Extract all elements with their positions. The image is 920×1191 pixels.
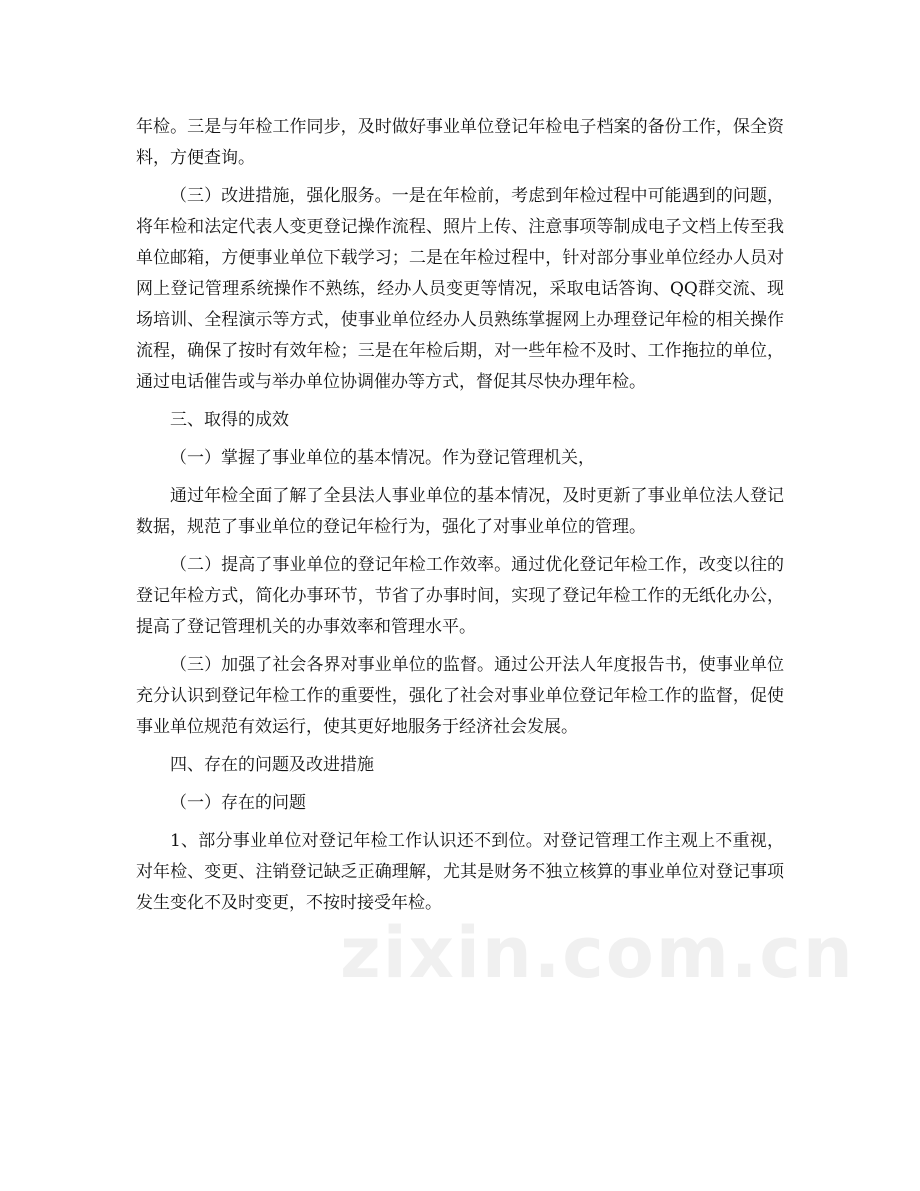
paragraph-achievement-1-heading: （一）掌握了事业单位的基本情况。作为登记管理机关，	[170, 448, 595, 468]
paragraph-continuation: 年检。三是与年检工作同步，及时做好事业单位登记年检电子档案的备份工作，保全资料，方便查询。	[136, 117, 784, 168]
watermark: zixin.com.cn	[340, 912, 855, 994]
paragraph-improvement-measures: （三）改进措施，强化服务。一是在年检前，考虑到年检过程中可能遇到的问题，将年检和法定代表人变更登记操作流程、照片上传、注意事项等制成电子文档上传至我单位邮箱，方便事业单位下载学习；二是在年检过程中，针对部分事业单位经办人员对网上登记管理系统操作不熟练，经办人员变更等情况，采取电话答询、QQ群交流、现场培训、全程演示等方式，使事业单位经办人员熟练掌握网上办理登记年检的相关操作流程，确保了按时有效年检；三是在年检后期，对一些年检不及时、工作拖拉的单位，通过电话催告或与举办单位协调催办等方式，督促其尽快办理年检。	[136, 186, 784, 392]
section-heading-achievements: 三、取得的成效	[170, 410, 289, 430]
paragraph-achievement-2: （二）提高了事业单位的登记年检工作效率。通过优化登记年检工作，改变以往的登记年检方式，简化办事环节，节省了办事时间，实现了登记年检工作的无纸化办公，提高了登记管理机关的办事效率和管理水平。	[136, 555, 784, 637]
paragraph-problem-1: 1、部分事业单位对登记年检工作认识还不到位。对登记管理工作主观上不重视，对年检、变更、注销登记缺乏正确理解，尤其是财务不独立核算的事业单位对登记事项发生变化不及时变更，不按时接受年检。	[136, 831, 784, 913]
paragraph-achievement-1-body: 通过年检全面了解了全县法人事业单位的基本情况，及时更新了事业单位法人登记数据，规范了事业单位的登记年检行为，强化了对事业单位的管理。	[136, 486, 784, 537]
document-body	[136, 112, 784, 926]
subsection-heading-existing-problems: （一）存在的问题	[170, 793, 306, 813]
section-heading-problems: 四、存在的问题及改进措施	[170, 755, 374, 775]
paragraph-achievement-3: （三）加强了社会各界对事业单位的监督。通过公开法人年度报告书，使事业单位充分认识到登记年检工作的重要性，强化了社会对事业单位登记年检工作的监督，促使事业单位规范有效运行，使其更好地服务于经济社会发展。	[136, 655, 784, 737]
